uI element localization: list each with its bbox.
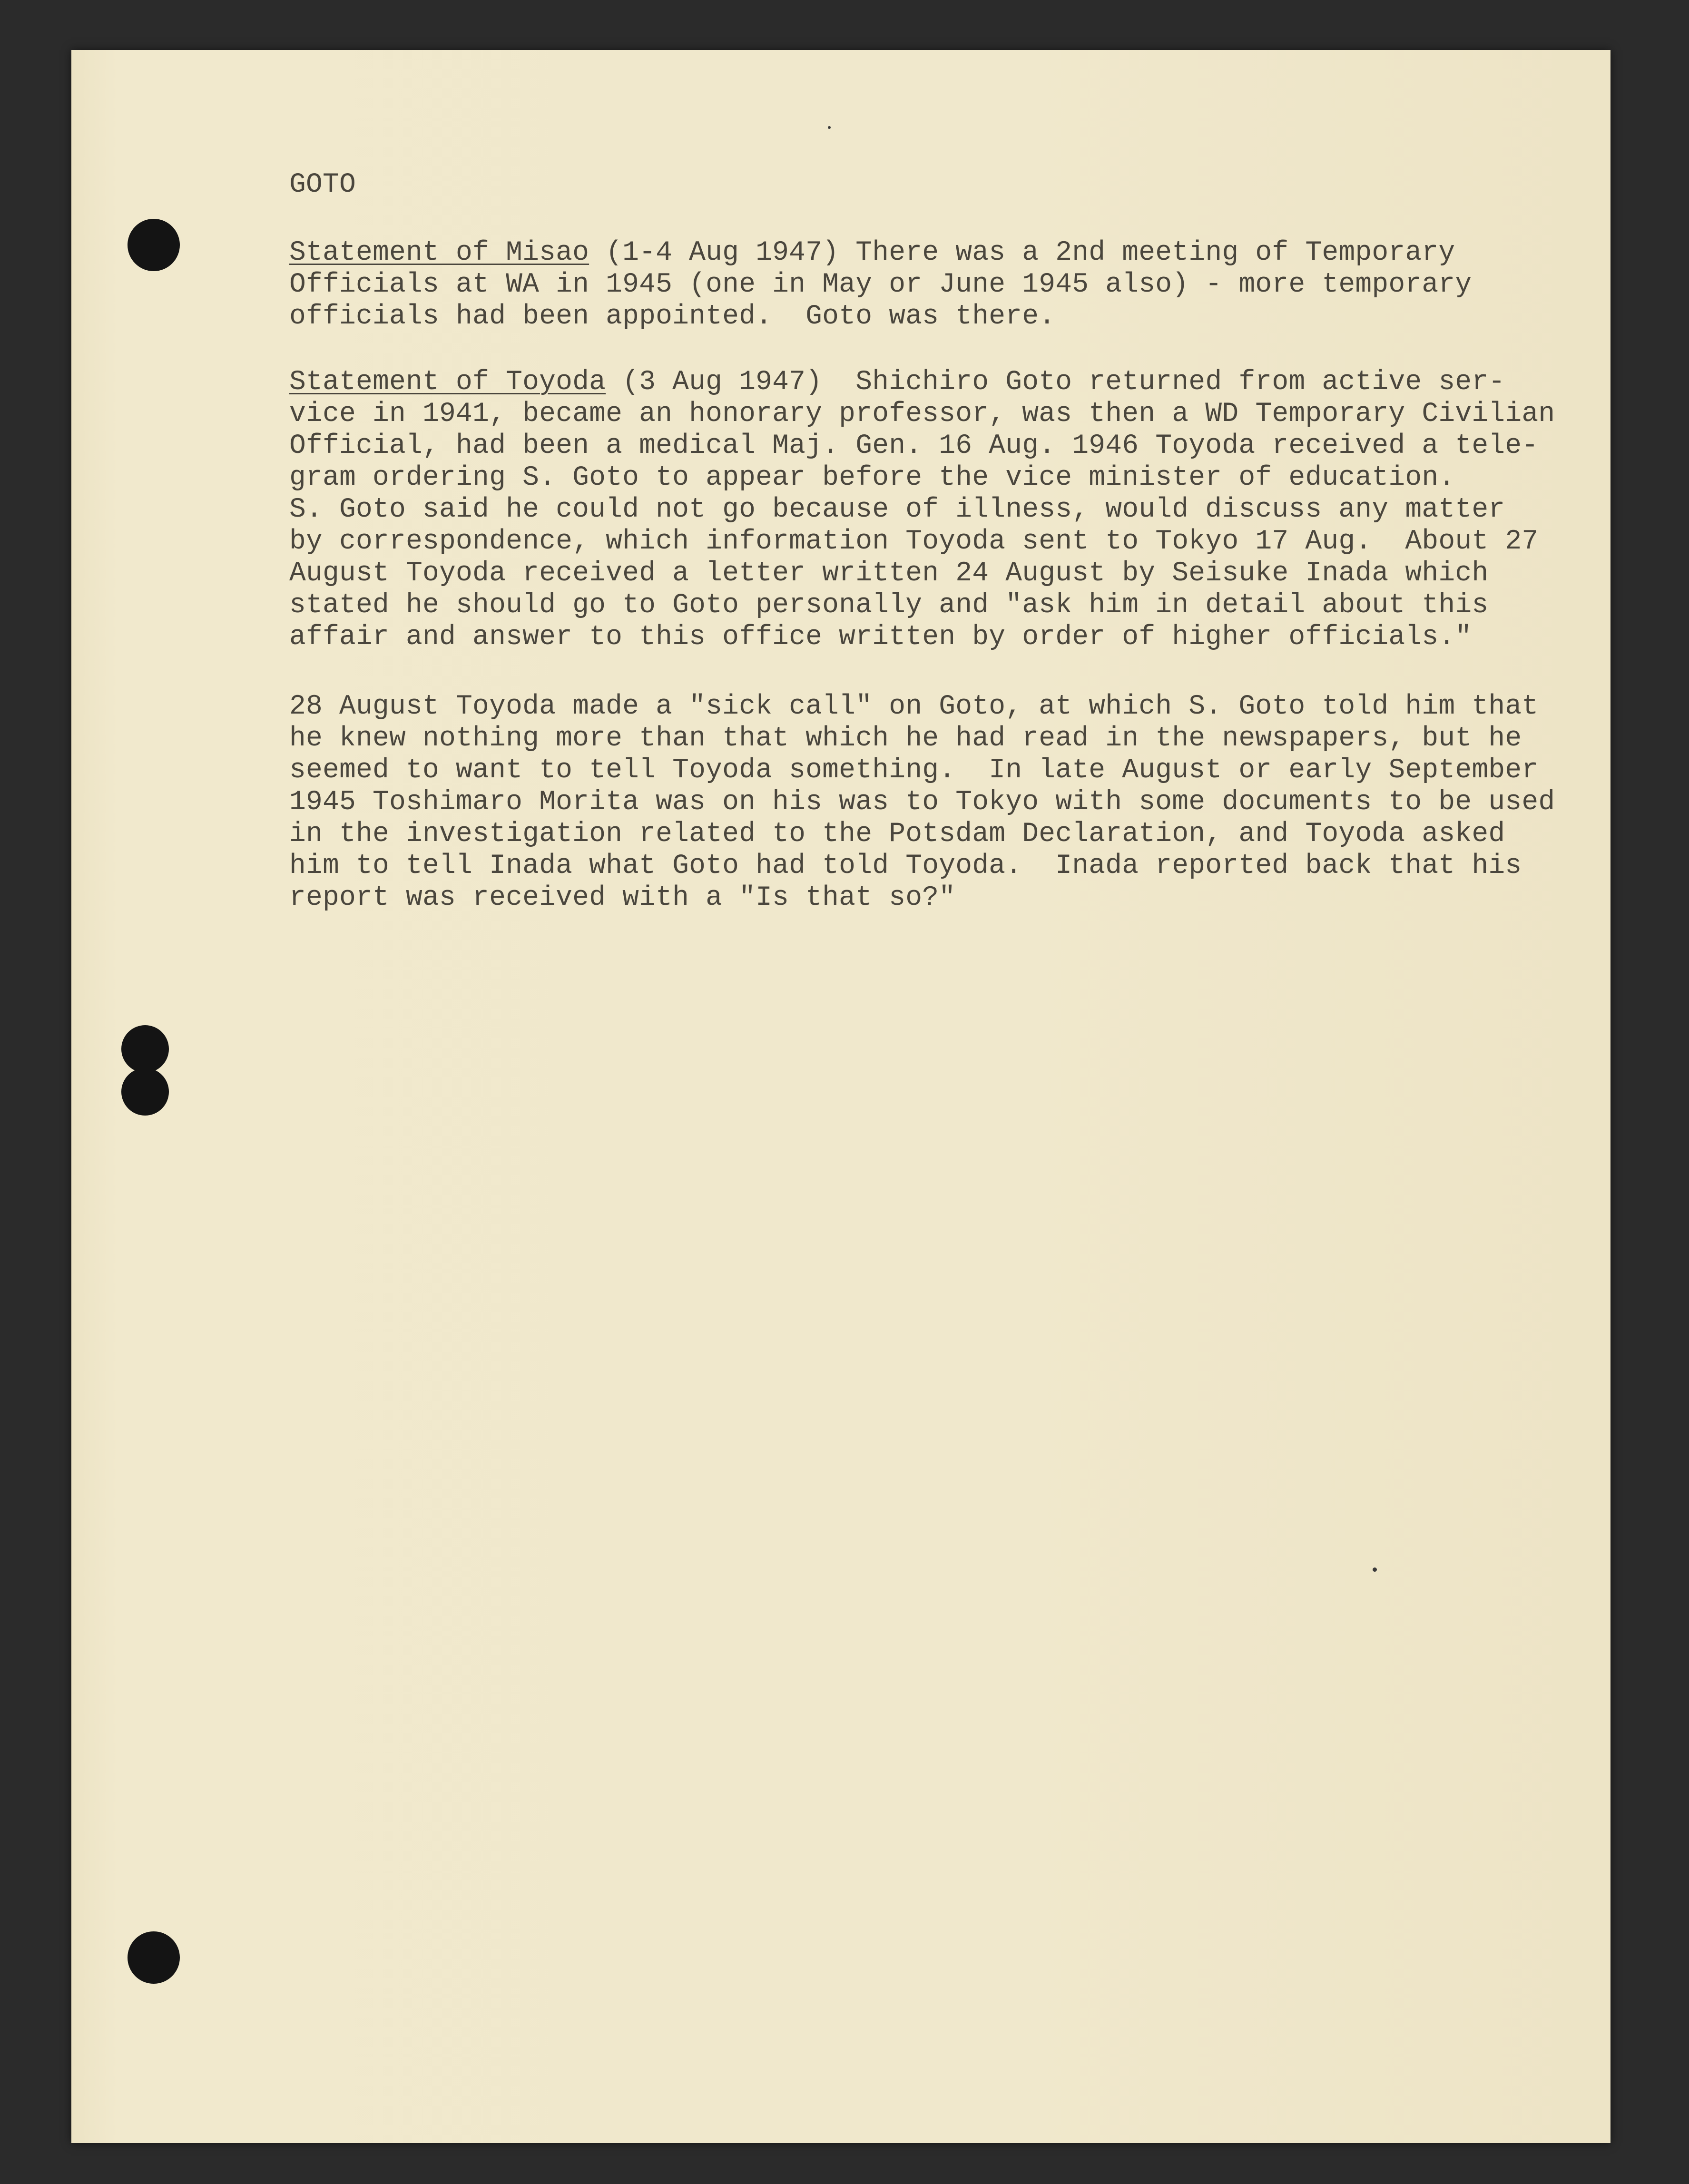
- paragraph-line: stated he should go to Goto personally and "ask him in detail about this: [289, 590, 1489, 621]
- binder-hole-bottom: [128, 1931, 180, 1984]
- paragraph-line: report was received with a "Is that so?": [289, 882, 956, 913]
- paper-speck: [1373, 1567, 1377, 1572]
- heading-statement-of-misao: Statement of Misao: [289, 237, 589, 268]
- paragraph-line: he knew nothing more than that which he had read in the newspapers, but he: [289, 723, 1522, 754]
- paragraph-line: gram ordering S. Goto to appear before the vice minister of education.: [289, 462, 1455, 493]
- typed-page: [71, 50, 1610, 2143]
- paragraph-line: 1945 Toshimaro Morita was on his was to Tokyo with some documents to be used: [289, 787, 1555, 818]
- paragraph-sick-call: [289, 691, 1555, 914]
- paragraph-line: affair and answer to this office written by order of higher officials.": [289, 622, 1472, 653]
- paragraph-line: S. Goto said he could not go because of illness, would discuss any matter: [289, 494, 1505, 525]
- paragraph-line: (1-4 Aug 1947) There was a 2nd meeting of Temporary: [589, 237, 1455, 268]
- binder-hole-middle-upper: [121, 1025, 169, 1073]
- paragraph-line: in the investigation related to the Potsdam Declaration, and Toyoda asked: [289, 819, 1505, 850]
- paragraph-line: 28 August Toyoda made a "sick call" on Goto, at which S. Goto told him that: [289, 691, 1539, 722]
- paragraph-line: Official, had been a medical Maj. Gen. 16 Aug. 1946 Toyoda received a tele-: [289, 431, 1539, 461]
- paragraph-line: seemed to want to tell Toyoda something. In late August or early September: [289, 755, 1539, 786]
- paragraph-misao: [289, 237, 1472, 333]
- paper-speck: [828, 126, 831, 129]
- paragraph-line: vice in 1941, became an honorary professor, was then a WD Temporary Civilian: [289, 399, 1555, 430]
- paragraph-line: by correspondence, which information Toyoda sent to Tokyo 17 Aug. About 27: [289, 526, 1539, 557]
- paragraph-toyoda: [289, 366, 1555, 653]
- paragraph-line: (3 Aug 1947) Shichiro Goto returned from active ser-: [606, 367, 1505, 398]
- heading-statement-of-toyoda: Statement of Toyoda: [289, 367, 606, 398]
- paragraph-line: Officials at WA in 1945 (one in May or June 1945 also) - more temporary: [289, 269, 1472, 300]
- paragraph-line: officials had been appointed. Goto was there.: [289, 301, 1056, 332]
- paragraph-line: him to tell Inada what Goto had told Toyoda. Inada reported back that his: [289, 851, 1522, 881]
- document-header: GOTO: [289, 169, 356, 200]
- binder-hole-top: [128, 219, 180, 271]
- binder-hole-middle-lower: [121, 1068, 169, 1116]
- paragraph-line: August Toyoda received a letter written 24 August by Seisuke Inada which: [289, 558, 1489, 589]
